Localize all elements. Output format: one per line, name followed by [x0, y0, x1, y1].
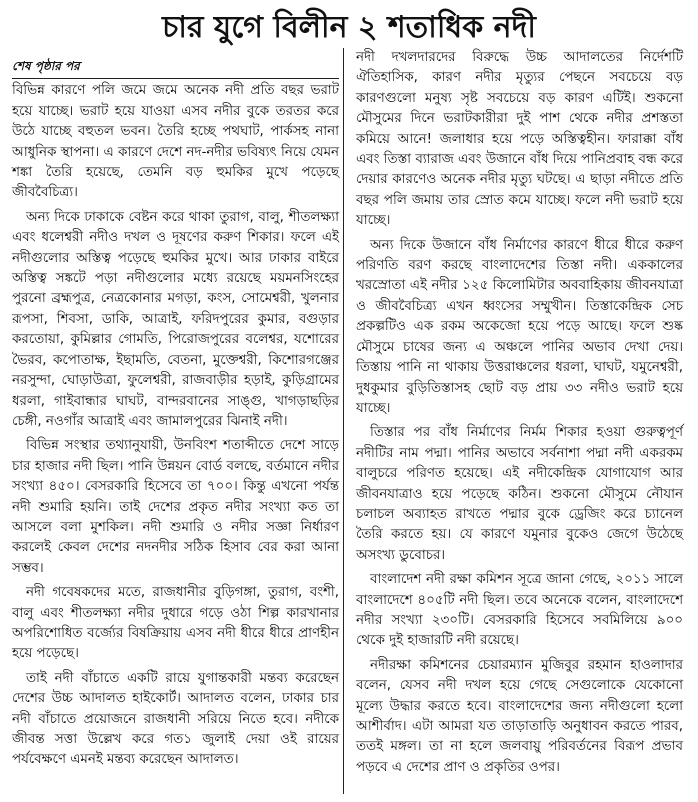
article-paragraph: অন্য দিকে ঢাকাকে বেষ্টন করে থাকা তুরাগ, বালু, শীতলক্ষ্যা এবং ধলেশ্বরী নদীও দখল ও দূষণের করুণ শিকার। ফলে এই নদীগুলোর অস্তিত্ব পড়েছে হুমকির মুখে। আর ঢাকার বাইরে অস্তিত্ব সঙ্কটে পড়া নদীগুলোর মধ্যে রয়েছে ময়মনসিংহের পুরনো ব্রহ্মপুত্র, নেত্রকোনার মগড়া, কংস, সোমেশ্বরী, খুলনার রূপসা, শিবসা, ডাকি, আত্রাই, ফরিদপুরের কুমার, বগুড়ার করতোয়া, কুমিল্লার গোমতি, পিরোজপুরের বলেশ্বর, যশোরের ভৈরব, কপোতাক্ষ, ইছামতি, বেতনা, মুক্তেশ্বরী, কিশোরগঞ্জের নরসুন্দা, ঘোড়াউত্রা, ফুলেশ্বরী, রাজবাড়ীর হড়াই, কুড়িগ্রামের ধরলা, গাইবান্ধার ঘাঘট, বান্দরবানের সাঙ্গু, খাগড়াছড়ির চেঙ্গী, নওগাঁর আত্রাই এবং জামালপুরের ঝিনাই নদী।	[12, 209, 339, 429]
headline: চার যুগে বিলীন ২ শতাধিক নদী	[162, 10, 536, 45]
article-paragraph: বাংলাদেশ নদী রক্ষা কমিশন সূত্রে জানা গেছে, ২০১১ সালে বাংলাদেশে ৪০৫টি নদী ছিল। তবে অনেকে বলেন, বাংলাদেশে নদীর সংখ্যা ২৩০টি। বেসরকারি হিসেবে সবমিলিয়ে ৯০০ থেকে দুই হাজারটি নদী রয়েছে।	[356, 572, 683, 649]
article-paragraph: নদী দখলদারদের বিরুদ্ধে উচ্চ আদালতের নির্দেশটি ঐতিহাসিক, কারণ নদীর মৃত্যুর পেছনে সবচেয়ে বড় কারণগুলো মনুষ্য সৃষ্ট সবচেয়ে বড় কারণ এটিই। শুকনো মৌসুমের দিনে ভরাটকারীরা দুই পাশ থেকে নদীর প্রশস্ততা কমিয়ে আনে! জলাধার হয়ে পড়ে অস্তিত্বহীন। ফারাক্কা বাঁধ এবং তিস্তা ব্যারাজ এবং উজানে বাঁধ দিয়ে পানিপ্রবাহ বন্ধ করে দেয়ার কারণেও অনেক নদীর মৃত্যু ঘটছে। এ ছাড়া নদীতে প্রতি বছর পলি জমায় তার স্রোত কমে যাচ্ছে। ফলে নদী ভরাট হয়ে যাচ্ছে।	[356, 50, 683, 229]
article-paragraph: নদীরক্ষা কমিশনের চেয়ারম্যান মুজিবুর রহমান হাওলাদার বলেন, যেসব নদী দখল হয়ে গেছে সেগুলোকে যেকোনো মূল্যে উদ্ধার করতে হবে। বাংলাদেশের জন্য নদীগুলো হলো আশীর্বাদ। এটা আমরা যত তাড়াতাড়ি অনুধাবন করতে পারব, ততই মঙ্গল। তা না হলে জলবায়ু পরিবর্তনের বিরূপ প্রভাব পড়বে এ দেশের প্রাণ ও প্রকৃতির ওপর।	[356, 657, 683, 775]
article-paragraph: বিভিন্ন কারণে পলি জমে জমে অনেক নদী প্রতি বছর ভরাট হয়ে যাচ্ছে। ভরাট হয়ে যাওয়া এসব নদীর বুকে তরতর করে উঠে যাচ্ছে বহুতল ভবন। তৈরি হচ্ছে পথঘাট, পার্কসহ নানা আধুনিক স্থাপনা। এ কারণে দেশে নদ-নদীর ভবিষ্যৎ নিয়ে যেমন শঙ্কা তৈরি হয়েছে, তেমনি বড় হুমকির মুখে পড়েছে জীববৈচিত্র্য।	[12, 83, 339, 201]
article-paragraph: তিস্তার পর বাঁধ নির্মাণের নির্মম শিকার হওয়া গুরুত্বপূর্ণ নদীটির নাম পদ্মা। পানির অভাবে সর্বনাশা পদ্মা নদী একরকম বালুচরে পরিণত হয়েছে। এই নদীকেন্দ্রিক যোগাযোগ আর জীবনযাত্রাও হয়ে পড়েছে কঠিন। শুকনো মৌসুমে নৌযান চলাচল অব্যাহত রাখতে পদ্মার বুকে ড্রেজিং করে চ্যানেল তৈরি করতে হয়। যে কারণে যমুনার বুকেও জেগে উঠেছে অসংখ্য ডুবোচর।	[356, 425, 683, 563]
article-paragraph: নদী গবেষকদের মতে, রাজধানীর বুড়িগঙ্গা, তুরাগ, বংশী, বালু এবং শীতলক্ষ্যা নদীর দুধারে গড়ে ওঠা শিল্প কারখানার অপরিশোধিত বর্জ্যের বিষক্রিয়ায় এসব নদী ধীরে ধীরে প্রাণহীন হয়ে পড়েছে।	[12, 585, 339, 662]
continuation-kicker: শেষ পৃষ্ঠার পর	[12, 59, 80, 73]
article-paragraph: অন্য দিকে উজানে বাঁধ নির্মাণের কারণে ধীরে ধীরে করুণ পরিণতি বরণ করছে বাংলাদেশের তিস্তা নদী। এককালের খরস্রোতা এই নদীর ১২৫ কিলোমিটার অববাহিকায় জীবনযাত্রা ও জীববৈচিত্র্য এখন ধ্বংসের সম্মুখীন। তিস্তাকেন্দ্রিক সেচ প্রকল্পটিও এক রকম অকেজো হয়ে পড়ে আছে। ফলে শুষ্ক মৌসুমে চাষের জন্য এ অঞ্চলে পানির অভাব দেখা দেয়। তিস্তায় পানি না থাকায় উত্তরাঞ্চলের ধরলা, ঘাঘট, যমুনেশ্বরী, দুধকুমার বুড়িতিস্তাসহ ছোট বড় প্রায় ৩৩ নদীও ভরাট হয়ে যাচ্ছে।	[356, 237, 683, 416]
article-continuation	[12, 78, 339, 203]
left-column	[12, 56, 339, 775]
column-divider	[343, 48, 344, 794]
article-paragraph: তাই নদী বাঁচাতে একটি রায়ে যুগান্তকারী মন্তব্য করেছেন দেশের উচ্চ আদালত হাইকোর্ট। আদালত বলেন, ঢাকার চার নদী বাঁচাতে প্রয়োজনে রাজধানী সরিয়ে নিতে হবে। নদীকে জীবন্ত সত্তা উল্লেখ করে গত১ জুলাই দেয়া ওই রায়ের পর্যবেক্ষণে এমনই মন্তব্য করেছেন আদালত।	[12, 670, 339, 768]
article-paragraph: বিভিন্ন সংস্থার তথ্যানুযায়ী, উনবিংশ শতাব্দীতে দেশে সাড়ে চার হাজার নদী ছিল। পানি উন্নয়ন বোর্ড বলছে, বর্তমানে নদীর সংখ্যা ৪৫০। বেসরকারি হিসেবে তা ৭০০। কিন্তু এখনো পর্যন্ত নদী শুমারি হয়নি। তাই দেশের প্রকৃত নদীর সংখ্যা কত তা আসলে বলা মুশকিল। নদী শুমারি ও নদীর সজ্ঞা নির্ধারণ করলেই কেবল দেশের নদনদীর সঠিক হিসাব বের করা আনা সম্ভব।	[12, 438, 339, 576]
right-column	[356, 48, 683, 782]
